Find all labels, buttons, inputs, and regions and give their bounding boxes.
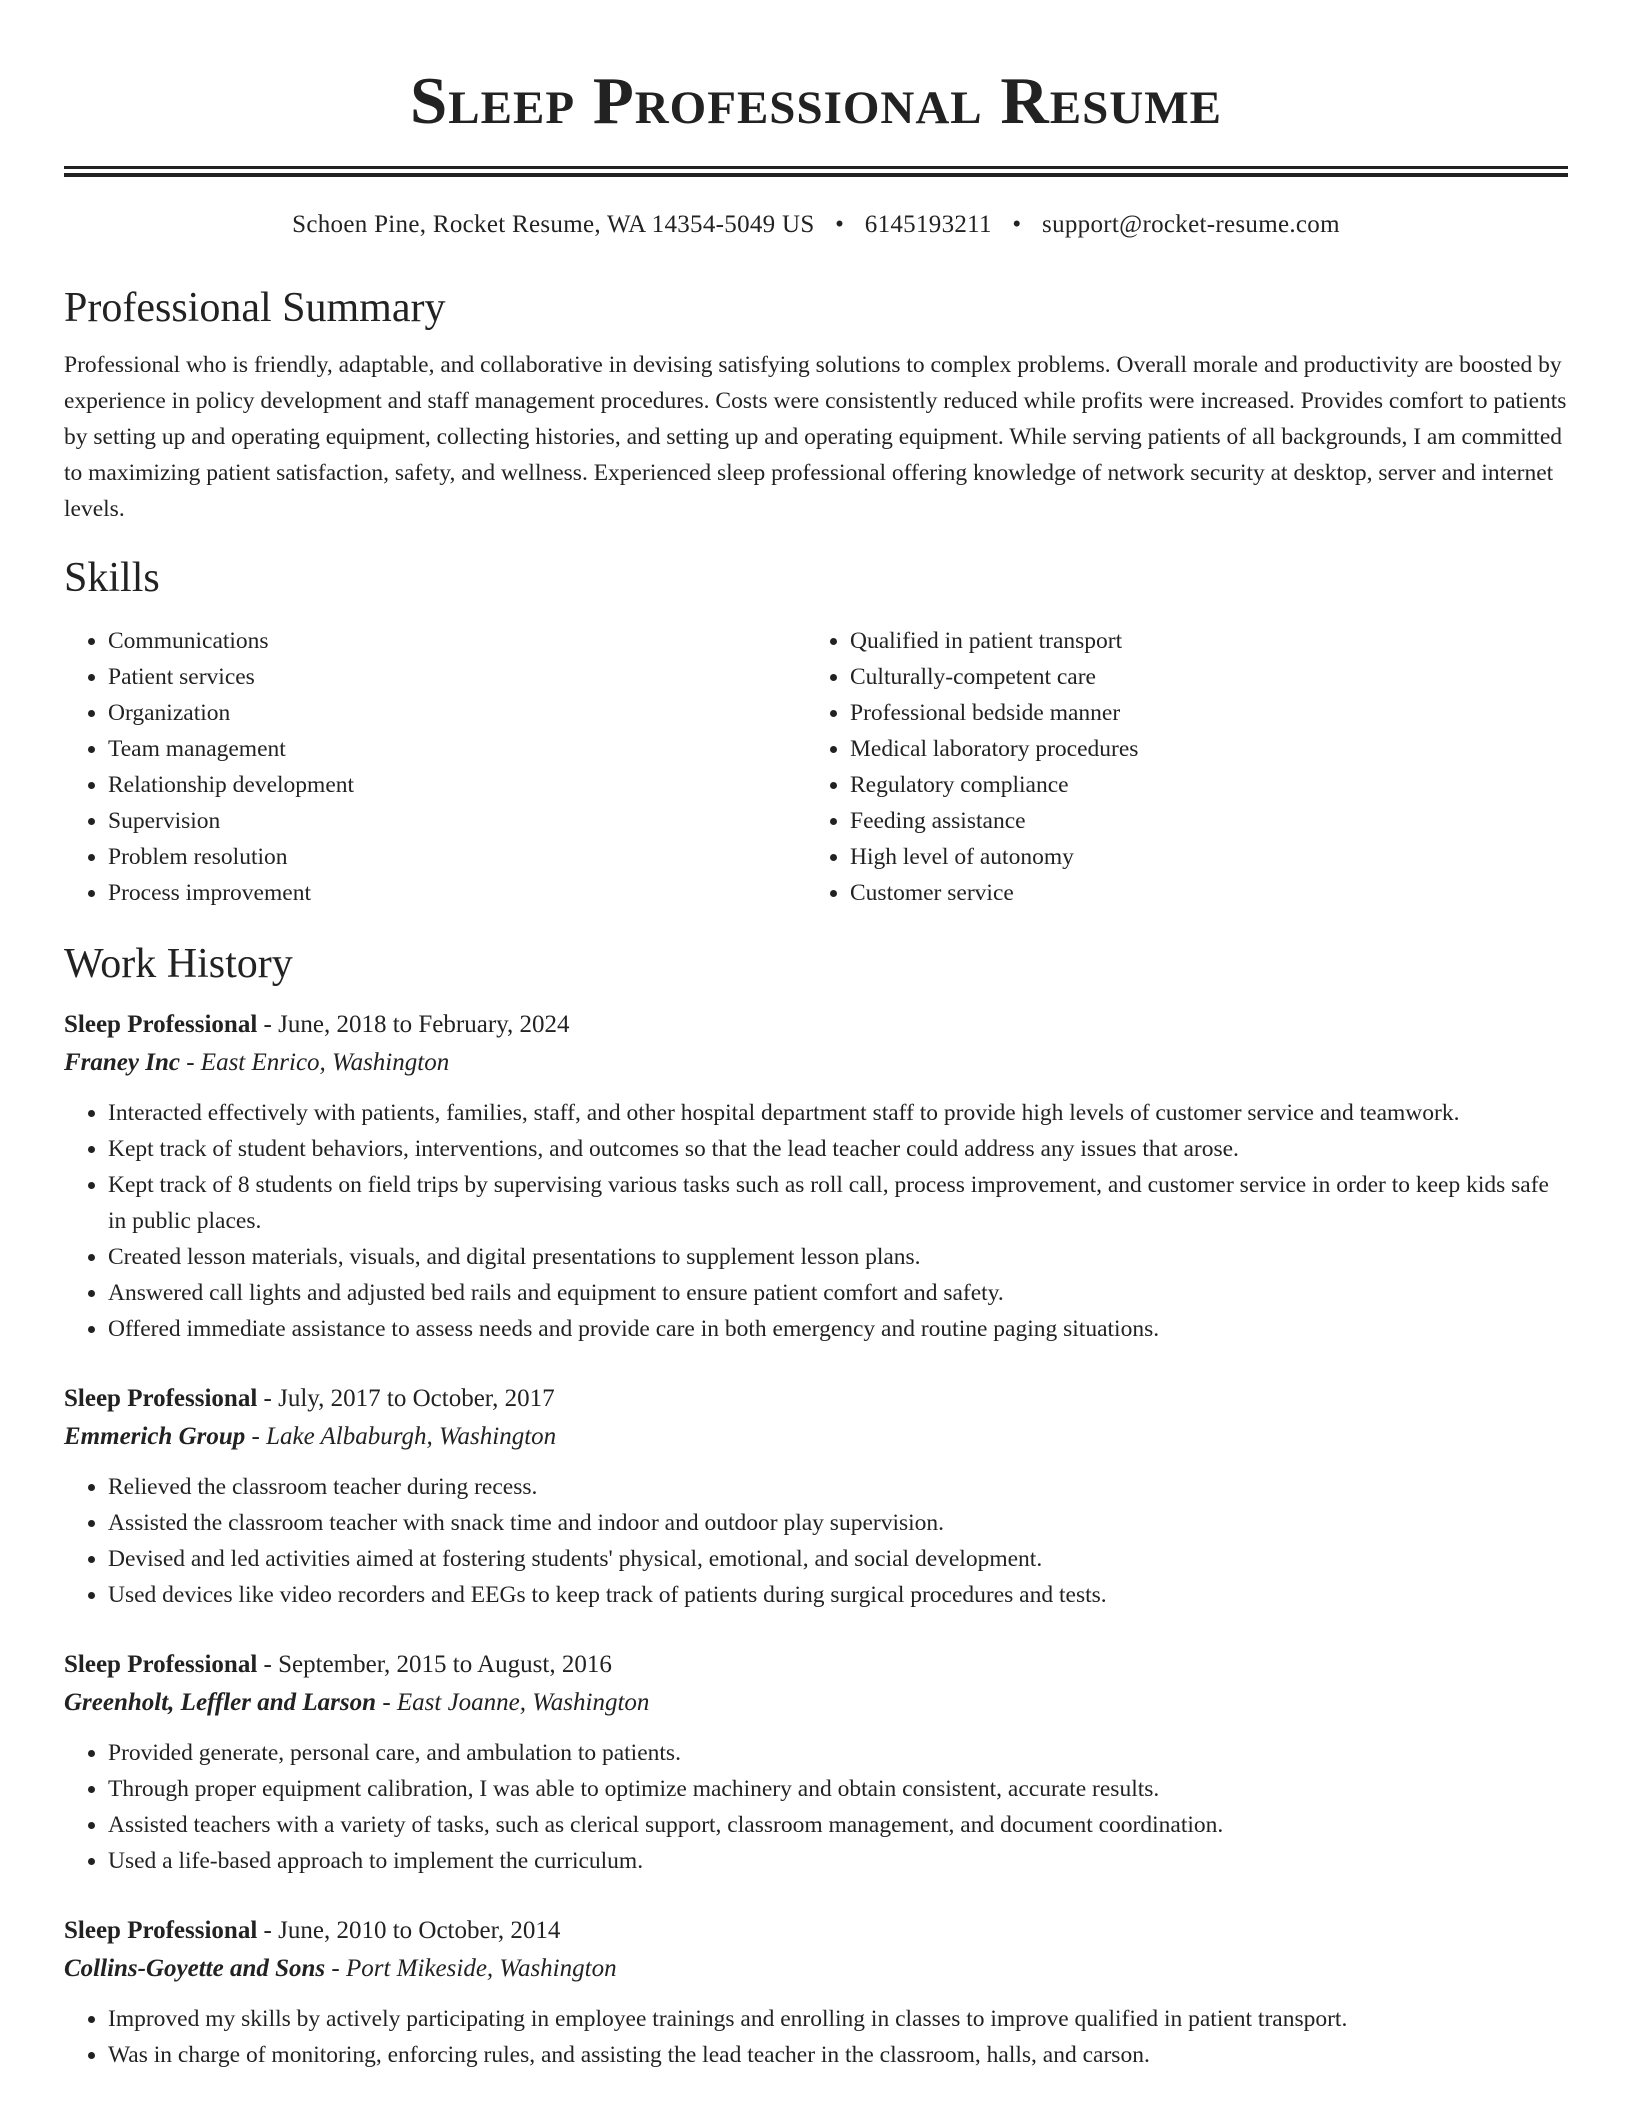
skill-item: • Customer service xyxy=(850,875,1548,911)
skill-item: • Regulatory compliance xyxy=(850,767,1548,803)
contact-phone: 6145193211 xyxy=(864,211,992,238)
job-bullet: • Assisted teachers with a variety of tasks, such as clerical support, classroom management, and document coordination. xyxy=(108,1807,1568,1843)
job-bullet: • Kept track of 8 students on field trips by supervising various tasks such as roll call, process improvement, and customer service in order to keep kids safe in public places. xyxy=(108,1167,1568,1239)
job-bullet: • Devised and led activities aimed at fostering students' physical, emotional, and social development. xyxy=(108,1541,1568,1577)
skills-grid xyxy=(64,623,1568,911)
job-company: Greenholt, Leffler and Larson xyxy=(64,1689,377,1716)
job-title: Sleep Professional xyxy=(64,1011,258,1038)
job-bullet: • Used a life-based approach to implement the curriculum. xyxy=(108,1843,1568,1879)
contact-address: Schoen Pine, Rocket Resume, WA 14354-5049 US xyxy=(292,211,815,238)
job-dates: - June, 2010 to October, 2014 xyxy=(257,1917,561,1944)
job-title: Sleep Professional xyxy=(64,1917,258,1944)
job-bullet: • Was in charge of monitoring, enforcing rules, and assisting the lead teacher in the classroom, halls, and carson. xyxy=(108,2037,1568,2073)
job-title-line xyxy=(64,1381,1568,1417)
job-company-line xyxy=(64,1417,1568,1457)
job-bullet: • Interacted effectively with patients, families, staff, and other hospital department staff to provide high levels of customer service and teamwork. xyxy=(108,1095,1568,1131)
job-bullet: • Improved my skills by actively participating in employee trainings and enrolling in classes to improve qualified in patient transport. xyxy=(108,2001,1568,2037)
job-bullet: • Relieved the classroom teacher during recess. xyxy=(108,1469,1568,1505)
skills-left-column xyxy=(64,623,806,911)
skill-item: • Supervision xyxy=(108,803,806,839)
job-entry xyxy=(64,1007,1568,1347)
title-double-rule xyxy=(64,166,1568,177)
job-company-line xyxy=(64,1043,1568,1083)
job-company-line xyxy=(64,1683,1568,1723)
skill-item: • Professional bedside manner xyxy=(850,695,1548,731)
job-company: Collins-Goyette and Sons xyxy=(64,1955,326,1982)
skill-item: • High level of autonomy xyxy=(850,839,1548,875)
job-bullet: • Assisted the classroom teacher with snack time and indoor and outdoor play supervision. xyxy=(108,1505,1568,1541)
job-bullets xyxy=(64,2001,1568,2073)
job-bullet: • Provided generate, personal care, and ambulation to patients. xyxy=(108,1735,1568,1771)
job-bullet: • Answered call lights and adjusted bed rails and equipment to ensure patient comfort and safety. xyxy=(108,1275,1568,1311)
job-bullets xyxy=(64,1095,1568,1347)
skill-item: • Feeding assistance xyxy=(850,803,1548,839)
job-location: - East Joanne, Washington xyxy=(376,1689,650,1716)
job-location: - Port Mikeside, Washington xyxy=(325,1955,617,1982)
job-title-line xyxy=(64,1647,1568,1683)
skill-item: • Process improvement xyxy=(108,875,806,911)
skill-item: • Problem resolution xyxy=(108,839,806,875)
skill-item: • Culturally-competent care xyxy=(850,659,1548,695)
contact-separator: • xyxy=(835,211,845,238)
job-entry xyxy=(64,1381,1568,1613)
job-title-line xyxy=(64,1007,1568,1043)
job-entry xyxy=(64,1913,1568,2073)
job-bullets xyxy=(64,1469,1568,1613)
job-company-line xyxy=(64,1949,1568,1989)
job-title-line xyxy=(64,1913,1568,1949)
job-entry xyxy=(64,1647,1568,1879)
skills-heading: Skills xyxy=(64,555,160,601)
skill-item: • Communications xyxy=(108,623,806,659)
job-bullet: • Used devices like video recorders and EEGs to keep track of patients during surgical procedures and tests. xyxy=(108,1577,1568,1613)
job-location: - Lake Albaburgh, Washington xyxy=(245,1423,557,1450)
summary-heading: Professional Summary xyxy=(64,285,446,331)
job-bullet: • Created lesson materials, visuals, and digital presentations to supplement lesson plans. xyxy=(108,1239,1568,1275)
skills-right-column xyxy=(806,623,1548,911)
job-bullets xyxy=(64,1735,1568,1879)
job-dates: - June, 2018 to February, 2024 xyxy=(257,1011,570,1038)
job-title: Sleep Professional xyxy=(64,1385,258,1412)
job-location: - East Enrico, Washington xyxy=(179,1049,450,1076)
skill-item: • Patient services xyxy=(108,659,806,695)
resume-page xyxy=(64,0,1568,2073)
job-dates: - September, 2015 to August, 2016 xyxy=(257,1651,612,1678)
job-dates: - July, 2017 to October, 2017 xyxy=(257,1385,555,1412)
job-bullet: • Offered immediate assistance to assess needs and provide care in both emergency and routine paging situations. xyxy=(108,1311,1568,1347)
contact-line xyxy=(64,209,1568,241)
skill-item: • Qualified in patient transport xyxy=(850,623,1548,659)
job-title: Sleep Professional xyxy=(64,1651,258,1678)
contact-separator: • xyxy=(1012,211,1022,238)
skill-item: • Medical laboratory procedures xyxy=(850,731,1548,767)
summary-text: Professional who is friendly, adaptable, and collaborative in devising satisfying solutions to complex problems. Overall morale and productivity are boosted by experience in policy development and staff management procedures. Costs were consistently reduced while profits were increased. Provides comfort to patients by setting up and operating equipment, collecting histories, and setting up and operating equipment. While serving patients of all backgrounds, I am committed to maximizing patient satisfaction, safety, and wellness. Experienced sleep professional offering knowledge of network security at desktop, server and internet levels. xyxy=(64,352,1567,522)
job-company: Franey Inc xyxy=(64,1049,180,1076)
contact-email: support@rocket-resume.com xyxy=(1042,211,1340,238)
job-company: Emmerich Group xyxy=(64,1423,246,1450)
resume-title: Sleep Professional Resume xyxy=(410,64,1222,138)
skill-item: • Organization xyxy=(108,695,806,731)
work-history-heading: Work History xyxy=(64,941,293,987)
job-bullet: • Kept track of student behaviors, interventions, and outcomes so that the lead teacher could address any issues that arose. xyxy=(108,1131,1568,1167)
skill-item: • Team management xyxy=(108,731,806,767)
job-bullet: • Through proper equipment calibration, I was able to optimize machinery and obtain consistent, accurate results. xyxy=(108,1771,1568,1807)
skill-item: • Relationship development xyxy=(108,767,806,803)
